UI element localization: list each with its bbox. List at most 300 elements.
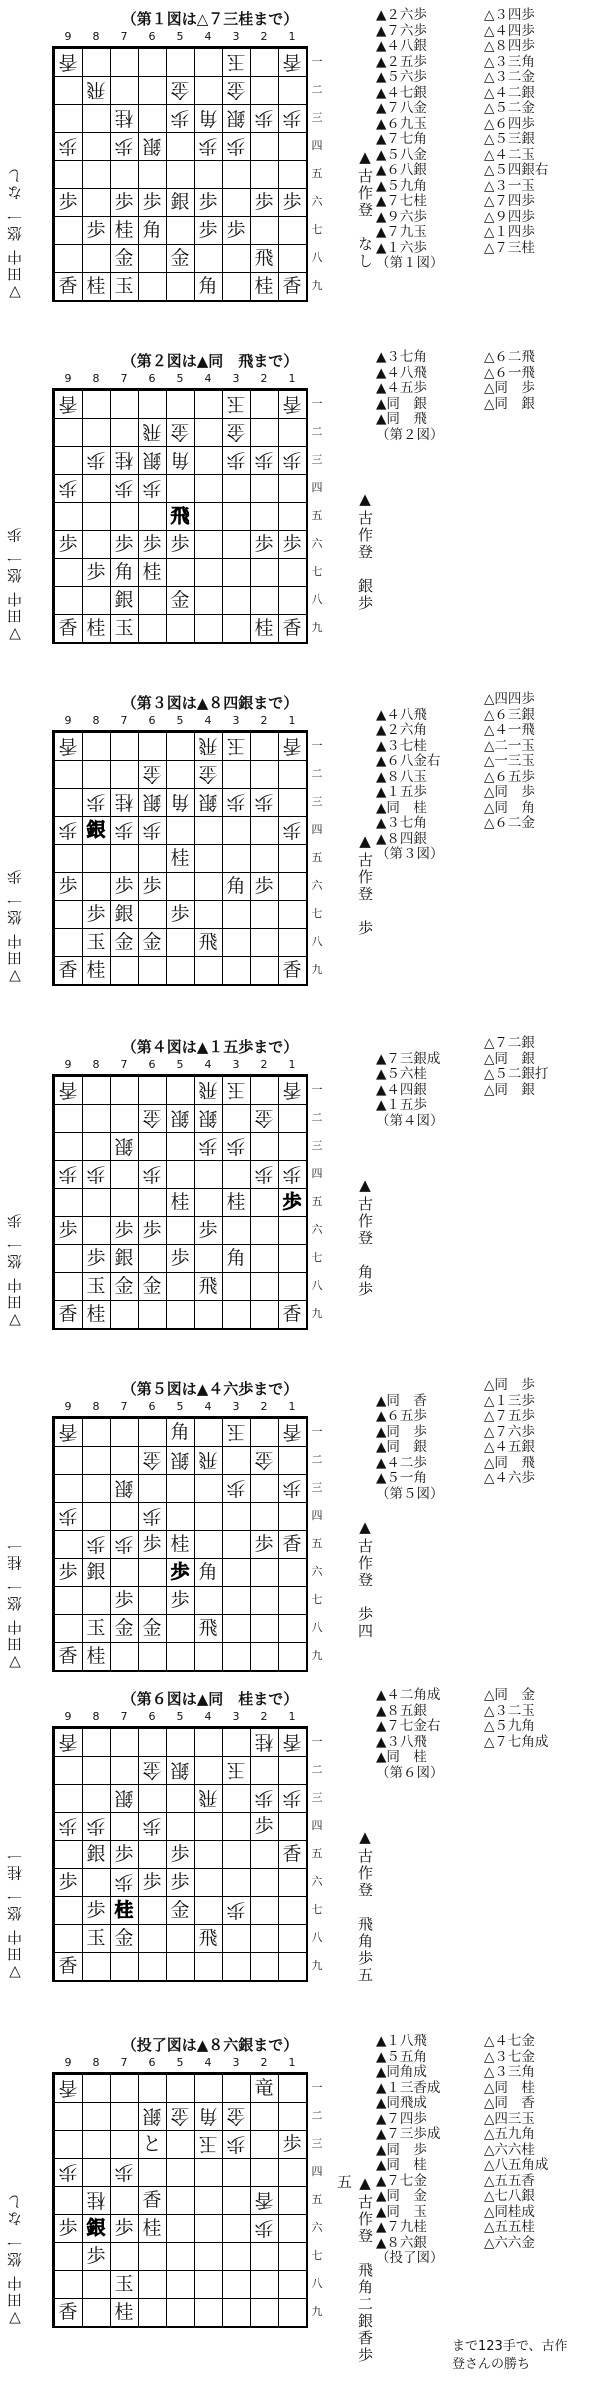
- piece: 歩: [58, 875, 78, 897]
- piece: 銀: [142, 2105, 162, 2127]
- gote-move: △二一玉: [484, 737, 535, 754]
- sente-move: ▲５五角: [376, 2048, 427, 2065]
- piece: 歩: [114, 1533, 134, 1555]
- result-footer: まで123手で、古作 登さんの勝ち: [452, 2339, 568, 2372]
- row-label: 八: [311, 2277, 323, 2290]
- piece: 桂: [142, 561, 162, 583]
- piece: 歩: [142, 1219, 162, 1241]
- piece: 玉: [114, 2273, 134, 2295]
- piece: 歩: [114, 2217, 134, 2239]
- row-label: 三: [311, 453, 323, 466]
- piece: 角: [170, 1421, 190, 1443]
- piece: 香: [282, 1079, 302, 1101]
- move-row: [376, 2065, 586, 2081]
- sente-move: ▲７七桂: [376, 193, 427, 209]
- sente-move: ▲５六歩: [376, 69, 427, 85]
- column-label: 7: [120, 1058, 128, 1071]
- piece: 香: [282, 617, 302, 639]
- sente-move: ▲４八飛: [376, 364, 427, 381]
- piece: 歩: [254, 533, 274, 555]
- column-label: 1: [288, 372, 296, 385]
- column-label: 4: [204, 1400, 212, 1413]
- row-label: 九: [311, 963, 323, 976]
- piece: 竜: [254, 2077, 274, 2099]
- piece: 歩: [282, 2133, 302, 2155]
- sente-move: ▲３七角: [376, 815, 427, 831]
- piece: 玉: [226, 1759, 246, 1781]
- row-label: 五: [311, 1847, 323, 1860]
- row-label: 八: [311, 935, 323, 948]
- row-label: 一: [311, 739, 323, 752]
- piece: 飛: [170, 505, 190, 527]
- diagram-6: [0, 1688, 589, 2028]
- column-label: 8: [92, 2056, 100, 2069]
- move-list: [376, 692, 586, 863]
- piece: 桂: [114, 791, 134, 813]
- column-labels: [52, 1058, 304, 1074]
- piece: 香: [282, 393, 302, 415]
- piece: 桂: [114, 2301, 134, 2323]
- piece: 歩: [58, 1219, 78, 1241]
- gote-move: △６五歩: [484, 768, 535, 785]
- move-row: [376, 1098, 586, 1114]
- gote-hand: ▽田中 悠一 歩: [6, 867, 24, 986]
- sente-hand: ▲古作登 歩: [356, 832, 374, 937]
- piece: 歩: [198, 1219, 218, 1241]
- gote-move: △５二銀打: [484, 1066, 549, 1082]
- move-row: [376, 2050, 586, 2066]
- piece: 角: [142, 219, 162, 241]
- gote-move: △４四歩: [484, 22, 535, 39]
- piece: 桂: [170, 847, 190, 869]
- column-label: 4: [204, 2056, 212, 2069]
- gote-move: △９四歩: [484, 208, 535, 225]
- diagram-marker: （第６図）: [376, 1764, 444, 1781]
- column-label: 7: [120, 714, 128, 727]
- sente-move: ▲５一角: [376, 1470, 427, 1486]
- piece: 歩: [254, 1533, 274, 1555]
- sente-move: ▲５六桂: [376, 1066, 427, 1082]
- column-label: 9: [64, 714, 72, 727]
- piece: 香: [282, 735, 302, 757]
- move-row: [376, 1394, 586, 1410]
- column-label: 6: [148, 30, 156, 43]
- sente-move: ▲７九玉: [376, 224, 427, 240]
- piece: 歩: [226, 1899, 246, 1921]
- piece: 角: [198, 107, 218, 129]
- row-label: 九: [311, 621, 323, 634]
- piece: 角: [226, 875, 246, 897]
- piece: 歩: [86, 1247, 106, 1269]
- column-label: 6: [148, 2056, 156, 2069]
- row-label: 一: [311, 1425, 323, 1438]
- move-list: [376, 350, 586, 443]
- sente-move: ▲２六歩: [376, 7, 427, 23]
- move-row: [376, 148, 586, 164]
- row-label: 六: [311, 537, 323, 550]
- move-row: [376, 1440, 586, 1456]
- row-label: 七: [311, 1593, 323, 1606]
- move-row: [376, 132, 586, 148]
- piece: 歩: [254, 191, 274, 213]
- gote-move: △６四歩: [484, 115, 535, 132]
- move-row: [376, 832, 586, 848]
- row-label: 四: [311, 1167, 323, 1180]
- piece: 金: [226, 2105, 246, 2127]
- sente-hand: ▲古作登 なし: [356, 148, 374, 270]
- row-label: 六: [311, 1565, 323, 1578]
- move-row: [376, 241, 586, 257]
- piece: 金: [198, 763, 218, 785]
- piece: 歩: [170, 107, 190, 129]
- piece: 歩: [114, 1589, 134, 1611]
- row-label: 五: [311, 167, 323, 180]
- move-row: [376, 1719, 586, 1735]
- piece: 香: [58, 1303, 78, 1325]
- row-label: 六: [311, 1223, 323, 1236]
- sente-move: ▲３七桂: [376, 737, 427, 754]
- gote-move: △３三角: [484, 53, 535, 70]
- piece: 歩: [198, 219, 218, 241]
- piece: 飛: [198, 1617, 218, 1639]
- sente-move: ▲４五歩: [376, 380, 427, 396]
- move-row: [376, 412, 586, 428]
- piece: 歩: [142, 1163, 162, 1185]
- sente-move: ▲６八金右: [376, 753, 441, 769]
- gote-move: △五五桂: [484, 2219, 535, 2235]
- gote-move: △６三銀: [484, 706, 535, 723]
- piece: 金: [142, 1275, 162, 1297]
- move-row: [376, 770, 586, 786]
- row-label: 六: [311, 195, 323, 208]
- gote-move: [484, 1098, 586, 1114]
- sente-move: ▲４二角成: [376, 1687, 441, 1703]
- piece: 金: [170, 1899, 190, 1921]
- row-label: 二: [311, 1453, 323, 1466]
- move-list: [376, 2034, 586, 2267]
- sente-move: ▲７七金右: [376, 1718, 441, 1734]
- sente-move: ▲１五歩: [376, 1097, 427, 1113]
- piece: 歩: [58, 1561, 78, 1583]
- move-row: [376, 1052, 586, 1068]
- move-row: [376, 366, 586, 382]
- diagram-title: （第５図は▲４六歩まで）: [121, 1380, 299, 1398]
- sente-move: ▲５八金: [376, 146, 427, 163]
- gote-move: △同 銀: [484, 1050, 535, 1067]
- piece: 歩: [170, 1589, 190, 1611]
- row-label: 九: [311, 2305, 323, 2318]
- row-label: 八: [311, 1931, 323, 1944]
- piece: 香: [282, 1843, 302, 1865]
- gote-move: △６二飛: [484, 349, 535, 365]
- gote-move: △六六桂: [484, 2141, 535, 2158]
- piece: 飛: [198, 735, 218, 757]
- piece: 銀: [142, 449, 162, 471]
- column-label: 8: [92, 1710, 100, 1723]
- move-list: [376, 1036, 586, 1129]
- piece: 金: [170, 589, 190, 611]
- piece: 桂: [114, 107, 134, 129]
- sente-move: ▲１六歩: [376, 239, 427, 256]
- piece: 玉: [226, 735, 246, 757]
- move-row: [376, 194, 586, 210]
- column-label: 4: [204, 714, 212, 727]
- piece: 歩: [142, 1871, 162, 1893]
- piece: 桂: [114, 219, 134, 241]
- piece: 歩: [58, 1871, 78, 1893]
- piece: 玉: [114, 275, 134, 297]
- gote-hand: ▽田中 悠一 桂一: [6, 1536, 24, 1672]
- gote-move: △同 銀: [484, 1081, 535, 1098]
- piece: 金: [170, 79, 190, 101]
- move-row: [376, 1409, 586, 1425]
- column-label: 3: [232, 2056, 240, 2069]
- column-label: 5: [176, 30, 184, 43]
- row-label: 七: [311, 2249, 323, 2262]
- sente-move: ▲４八飛: [376, 706, 427, 723]
- gote-move: △一三玉: [484, 753, 535, 769]
- piece: 歩: [114, 2161, 134, 2183]
- column-label: 6: [148, 1400, 156, 1413]
- shogi-board: [52, 1416, 308, 1672]
- piece: 桂: [114, 449, 134, 471]
- piece: 香: [58, 51, 78, 73]
- piece: 歩: [254, 107, 274, 129]
- sente-move: ▲同飛成: [376, 2095, 427, 2111]
- row-label: 三: [311, 1139, 323, 1152]
- piece: 香: [282, 1731, 302, 1753]
- piece: 歩: [282, 107, 302, 129]
- shogi-board: [52, 46, 308, 302]
- row-labels: [308, 1074, 326, 1326]
- sente-move: ▲８八玉: [376, 768, 427, 785]
- gote-move: △４一飛: [484, 722, 535, 738]
- column-label: 5: [176, 372, 184, 385]
- row-label: 六: [311, 1875, 323, 1888]
- diagram-marker: （第３図）: [376, 846, 444, 862]
- row-label: 五: [311, 1537, 323, 1550]
- piece: 歩: [282, 449, 302, 471]
- sente-move: ▲７三銀成: [376, 1050, 441, 1067]
- gote-move: [484, 832, 586, 848]
- piece: 歩: [58, 135, 78, 157]
- column-label: 8: [92, 1058, 100, 1071]
- piece: 銀: [114, 1247, 134, 1269]
- gote-move: [484, 1750, 586, 1766]
- row-labels: [308, 388, 326, 640]
- piece: 歩: [86, 2245, 106, 2267]
- gote-move: △同 桂: [484, 2079, 535, 2096]
- piece: 銀: [86, 2217, 106, 2239]
- move-row: [376, 101, 586, 117]
- gote-move: △４二銀: [484, 84, 535, 101]
- gote-move: △４二玉: [484, 146, 535, 163]
- piece: 歩: [58, 533, 78, 555]
- piece: 歩: [114, 533, 134, 555]
- move-row: [376, 1425, 586, 1441]
- row-label: 四: [311, 1819, 323, 1832]
- piece: 玉: [198, 2133, 218, 2155]
- piece: 歩: [58, 2161, 78, 2183]
- sente-move: [376, 1378, 484, 1394]
- move-row: [376, 1704, 586, 1720]
- piece: 銀: [142, 791, 162, 813]
- piece: 玉: [86, 931, 106, 953]
- piece: 香: [58, 1731, 78, 1753]
- piece: 香: [282, 959, 302, 981]
- sente-move: ▲６九玉: [376, 115, 427, 132]
- piece: 角: [198, 275, 218, 297]
- row-label: 一: [311, 55, 323, 68]
- piece: 銀: [114, 1477, 134, 1499]
- piece: 銀: [142, 135, 162, 157]
- move-row: [376, 1456, 586, 1472]
- sente-move: ▲７三歩成: [376, 2126, 441, 2142]
- piece: 玉: [86, 1617, 106, 1639]
- diagram-title: （第３図は▲８四銀まで）: [121, 694, 299, 712]
- move-row: [376, 381, 586, 397]
- gote-move: △１三歩: [484, 1392, 535, 1409]
- piece: 歩: [282, 191, 302, 213]
- column-label: 2: [260, 1400, 268, 1413]
- diagram-5: [0, 1378, 589, 1718]
- sente-move: ▲８五銀: [376, 1702, 427, 1719]
- shogi-board: [52, 2072, 308, 2328]
- sente-move: ▲同 香: [376, 1392, 427, 1409]
- column-label: 2: [260, 2056, 268, 2069]
- move-row: [376, 708, 586, 724]
- row-label: 二: [311, 1111, 323, 1124]
- row-label: 八: [311, 1621, 323, 1634]
- column-labels: [52, 714, 304, 730]
- sente-move: ▲同 歩: [376, 1423, 427, 1440]
- piece: 香: [282, 275, 302, 297]
- sente-move: ▲２六角: [376, 722, 427, 738]
- gote-hand: ▽田中 悠一 歩: [6, 525, 24, 644]
- piece: 香: [58, 1645, 78, 1667]
- piece: 桂: [86, 275, 106, 297]
- gote-move: △７五歩: [484, 1408, 535, 1424]
- piece: 歩: [254, 1787, 274, 1809]
- sente-move: ▲８四銀: [376, 830, 427, 847]
- piece: 金: [226, 421, 246, 443]
- column-label: 7: [120, 1710, 128, 1723]
- move-row: [376, 692, 586, 708]
- row-label: 三: [311, 795, 323, 808]
- gote-move: △４六歩: [484, 1470, 535, 1486]
- column-label: 8: [92, 30, 100, 43]
- sente-move: ▲同 銀: [376, 395, 427, 412]
- gote-move: △６二金: [484, 815, 535, 831]
- column-label: 3: [232, 30, 240, 43]
- gote-move: △５三銀: [484, 131, 535, 147]
- row-label: 二: [311, 83, 323, 96]
- move-row: [376, 2112, 586, 2128]
- piece: 歩: [170, 903, 190, 925]
- piece: 金: [114, 247, 134, 269]
- gote-move: △同 歩: [484, 784, 535, 800]
- gote-move: △四三玉: [484, 2110, 535, 2127]
- move-list: [376, 1378, 586, 1502]
- gote-move: △同 香: [484, 2095, 535, 2111]
- row-label: 四: [311, 481, 323, 494]
- row-label: 二: [311, 767, 323, 780]
- move-row: [376, 723, 586, 739]
- gote-move: △３七金: [484, 2048, 535, 2065]
- piece: 桂: [254, 617, 274, 639]
- piece: 銀: [114, 1135, 134, 1157]
- sente-hand: ▲古作登 飛角歩五: [356, 1828, 374, 1984]
- piece: 香: [58, 2077, 78, 2099]
- piece: 香: [58, 1079, 78, 1101]
- column-label: 9: [64, 1710, 72, 1723]
- shogi-board: [52, 730, 308, 986]
- sente-move: ▲同 桂: [376, 799, 427, 816]
- piece: 金: [114, 1617, 134, 1639]
- sente-move: ▲３七角: [376, 349, 427, 365]
- move-row: [376, 1036, 586, 1052]
- move-row: [376, 2236, 586, 2252]
- column-label: 1: [288, 1710, 296, 1723]
- piece: 飛: [254, 247, 274, 269]
- move-row: [376, 8, 586, 24]
- piece: 歩: [86, 1899, 106, 1921]
- piece: 歩: [226, 449, 246, 471]
- gote-move: △３二金: [484, 69, 535, 85]
- column-label: 9: [64, 2056, 72, 2069]
- piece: 歩: [58, 1163, 78, 1185]
- piece: 金: [114, 931, 134, 953]
- piece: 香: [142, 2189, 162, 2211]
- piece: 歩: [170, 1871, 190, 1893]
- piece: 銀: [86, 1843, 106, 1865]
- gote-move: △同 金: [484, 1687, 535, 1703]
- piece: 金: [254, 1449, 274, 1471]
- piece: 金: [170, 247, 190, 269]
- diagram-4: [0, 1036, 589, 1376]
- piece: 香: [58, 1955, 78, 1977]
- column-label: 2: [260, 372, 268, 385]
- piece: 歩: [86, 903, 106, 925]
- row-label: 五: [311, 1195, 323, 1208]
- column-label: 1: [288, 30, 296, 43]
- column-label: 4: [204, 1710, 212, 1723]
- piece: 歩: [170, 1561, 190, 1583]
- row-label: 三: [311, 111, 323, 124]
- piece: 歩: [86, 1815, 106, 1837]
- sente-move: ▲６八銀: [376, 162, 427, 178]
- sente-hand: ▲古作登 歩四: [356, 1518, 374, 1640]
- column-label: 6: [148, 372, 156, 385]
- piece: 銀: [198, 1107, 218, 1129]
- column-label: 4: [204, 372, 212, 385]
- row-label: 七: [311, 1251, 323, 1264]
- move-row: [376, 2143, 586, 2159]
- piece: 歩: [58, 819, 78, 841]
- move-row: [376, 86, 586, 102]
- gote-move: △４五銀: [484, 1439, 535, 1455]
- piece: 金: [142, 1449, 162, 1471]
- piece: 歩: [142, 1533, 162, 1555]
- row-label: 七: [311, 1903, 323, 1916]
- piece: 歩: [226, 2133, 246, 2155]
- piece: 歩: [114, 135, 134, 157]
- sente-move: ▲４四銀: [376, 1081, 427, 1098]
- move-row: [376, 2034, 586, 2050]
- diagram-2: [0, 350, 589, 690]
- move-row: [376, 754, 586, 770]
- move-row: [376, 785, 586, 801]
